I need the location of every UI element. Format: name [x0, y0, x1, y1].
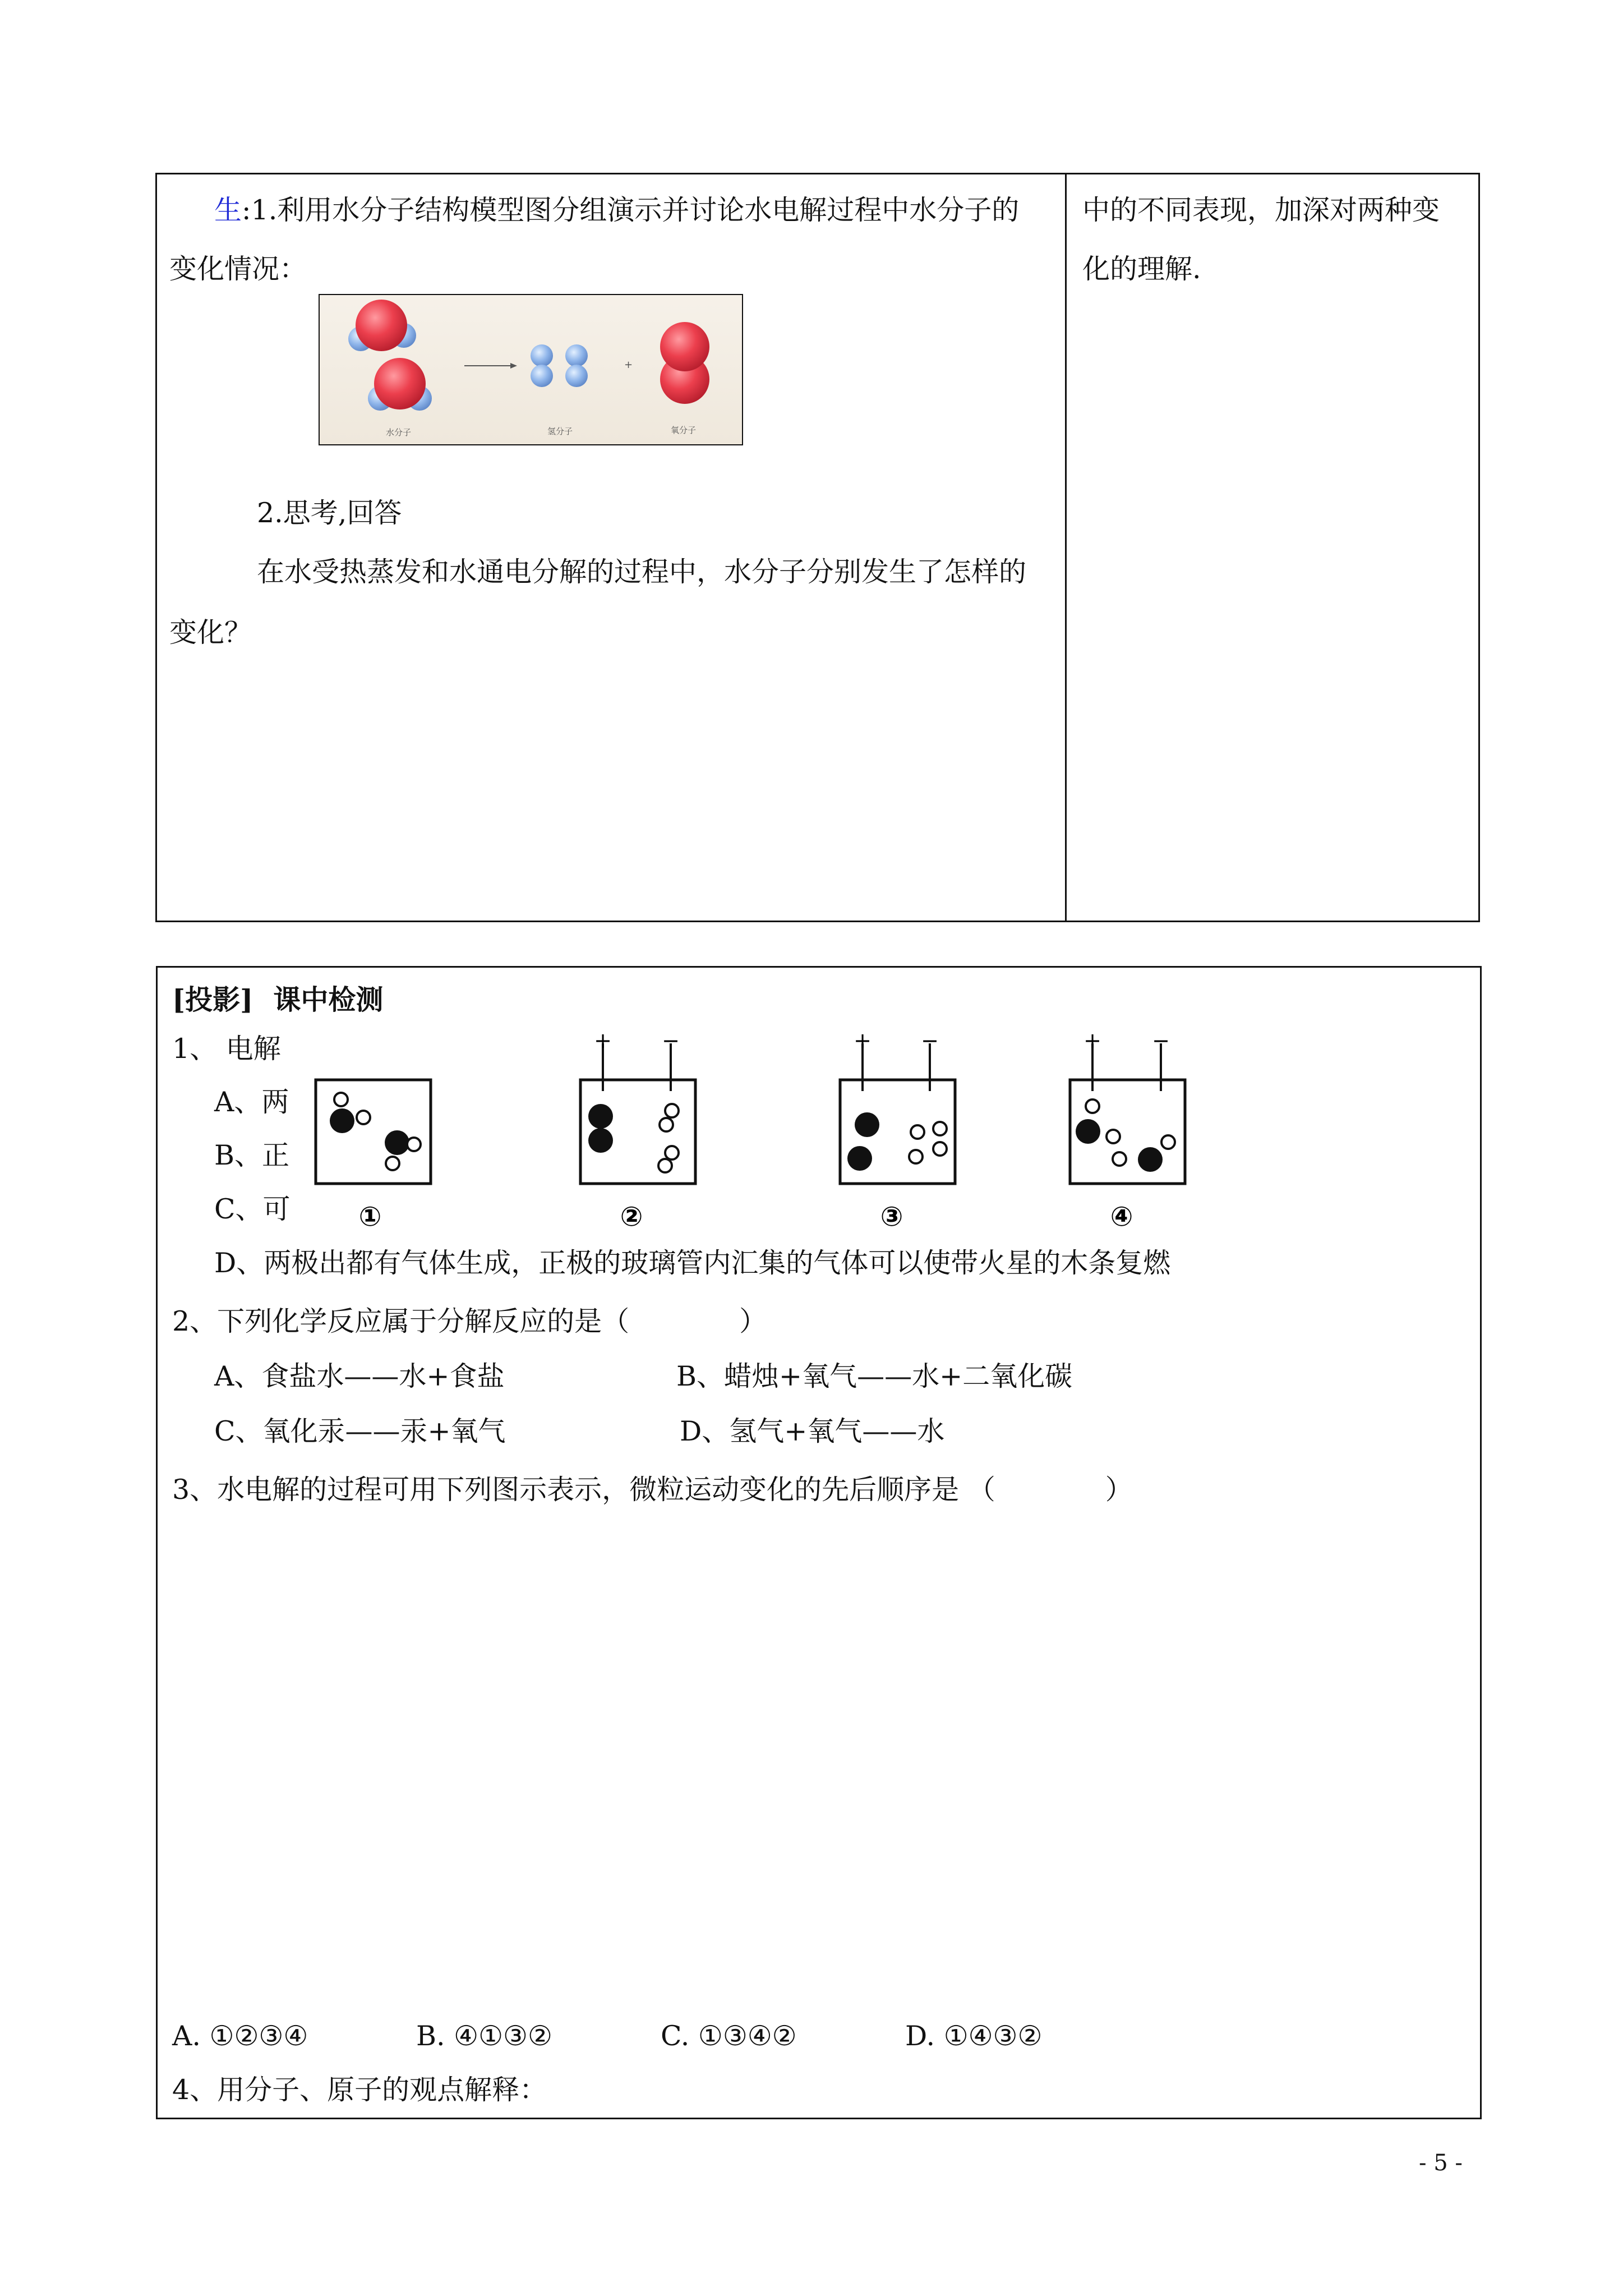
q2-option-b: B、蜡烛+氧气——水+二氧化碳	[676, 1360, 1073, 1392]
electrode-plus-sign: +	[1083, 1032, 1101, 1053]
page-number: - 5 -	[1419, 2150, 1463, 2176]
student-line-2: 变化情况：	[169, 253, 307, 285]
electrode-minus-sign: −	[921, 1032, 939, 1053]
q3-option-a: A. ①②③④	[172, 2020, 308, 2052]
top-table	[155, 173, 1480, 922]
electrolysis-figures-svg	[307, 1032, 1193, 1240]
question-line-1: 在水受热蒸发和水通电分解的过程中，水分子分别发生了怎样的	[257, 556, 1027, 588]
svg-text:+: +	[624, 359, 633, 371]
figure-label-4: ④	[1110, 1201, 1133, 1232]
student-line-1: 生:1.利用水分子结构模型图分组演示并讨论水电解过程中水分子的	[214, 194, 1020, 226]
molecule-model-svg	[319, 294, 743, 445]
figure-label-hydrogen: 氢分子	[547, 426, 573, 436]
q2-option-a: A、食盐水——水+食盐	[214, 1360, 505, 1392]
top-table-divider	[1065, 173, 1067, 922]
q1-option-d: D、两极出都有气体生成，正极的玻璃管内汇集的气体可以使带火星的木条复燃	[214, 1247, 1171, 1279]
right-note-line-2: 化的理解.	[1082, 253, 1201, 285]
oxygen-molecule	[660, 322, 709, 404]
figure-4	[1070, 1032, 1185, 1232]
quiz-header-tag: [投影]	[172, 983, 253, 1016]
q2-option-c: C、氧化汞——汞+氧气	[214, 1415, 506, 1447]
figure-3	[840, 1032, 955, 1232]
q3-stem: 3、水电解的过程可用下列图示表示，微粒运动变化的先后顺序是 （ ）	[172, 1474, 1133, 1506]
q3-option-d: D. ①④③②	[905, 2020, 1043, 2052]
q1-option-a: A、两	[214, 1086, 289, 1118]
figure-label-oxygen: 氧分子	[671, 425, 697, 435]
q2-stem: 2、下列化学反应属于分解反应的是（ ）	[172, 1305, 767, 1337]
quiz-header	[172, 983, 383, 1016]
q3-option-c: C. ①③④②	[661, 2020, 797, 2052]
q2-option-d: D、氢气+氧气——水	[680, 1415, 945, 1447]
figure-2	[580, 1032, 695, 1232]
electrode-minus-sign: −	[662, 1032, 680, 1053]
figure-label-3: ③	[880, 1201, 903, 1232]
q3-option-b: B. ④①③②	[416, 2020, 552, 2052]
figure-1	[316, 1080, 431, 1232]
figure-label-1: ①	[358, 1201, 382, 1232]
q1-stem: 1、 电解	[172, 1033, 281, 1065]
speaker-label: 生	[214, 194, 242, 226]
electrode-minus-sign: −	[1152, 1032, 1170, 1053]
quiz-header-title: 课中检测	[273, 983, 384, 1016]
electrode-plus-sign: +	[854, 1032, 872, 1053]
electrolysis-figures	[307, 1032, 1193, 1240]
right-note-line-1: 中的不同表现，加深对两种变	[1082, 194, 1440, 226]
q1-option-b: B、正	[214, 1139, 290, 1171]
q4-stem: 4、用分子、原子的观点解释：	[172, 2074, 547, 2106]
q1-option-c: C、可	[214, 1193, 291, 1225]
electrode-plus-sign: +	[594, 1032, 612, 1053]
figure-label-2: ②	[620, 1201, 643, 1232]
figure-label-water: 水分子	[386, 427, 412, 438]
think-answer-title: 2.思考,回答	[257, 497, 402, 529]
water-electrolysis-model-figure	[319, 294, 743, 445]
question-line-2: 变化？	[169, 616, 252, 648]
